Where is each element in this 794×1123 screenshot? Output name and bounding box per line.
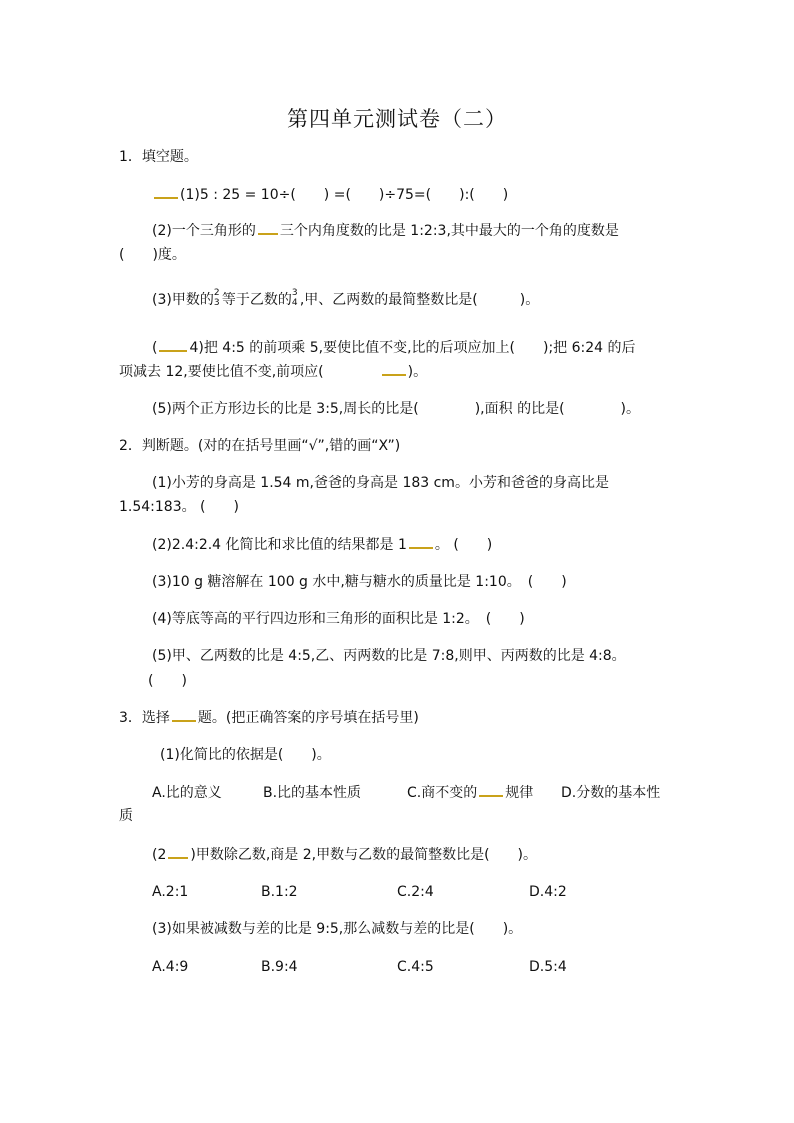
question-1-2-cont: ( )度。 <box>119 247 186 263</box>
answer-blank[interactable] <box>172 709 196 722</box>
fraction-denominator: 4 <box>291 298 298 308</box>
option-3-3-d[interactable]: D.5:4 <box>529 959 567 975</box>
question-2-5: (5)甲、乙两数的比是 4:5,乙、丙两数的比是 7:8,则甲、丙两数的比是 4:8。 <box>152 648 626 664</box>
option-3-3-c[interactable]: C.4:5 <box>397 959 434 975</box>
answer-blank[interactable] <box>159 339 187 352</box>
question-text: )甲数除乙数,商是 2,甲数与乙数的最简整数比是( )。 <box>190 847 538 863</box>
question-text: (2)一个三角形的 <box>152 223 256 239</box>
option-3-3-b[interactable]: B.9:4 <box>261 959 298 975</box>
question-text: (2)2.4:2.4 化简比和求比值的结果都是 1 <box>152 537 407 553</box>
option-3-1-a[interactable]: A.比的意义 <box>152 785 222 801</box>
question-1-2 <box>152 222 619 240</box>
option-3-1-d-cont: 质 <box>119 808 133 824</box>
fraction-numerator: 3 <box>291 288 298 298</box>
option-3-2-c[interactable]: C.2:4 <box>397 884 434 900</box>
question-1-3 <box>152 288 540 309</box>
section-1-heading: 1．填空题。 <box>119 149 198 165</box>
question-text: 等于乙数的 <box>221 292 292 308</box>
answer-blank[interactable] <box>382 363 406 376</box>
question-2-1-cont: 1.54:183。 ( ) <box>119 499 239 515</box>
option-3-1-d[interactable]: D.分数的基本性 <box>561 785 661 801</box>
section-2-heading: 2．判断题。(对的在括号里画“√”,错的画“X”) <box>119 438 401 454</box>
question-text: 项减去 12,要使比值不变,前项应( <box>119 364 380 380</box>
fraction-two-thirds <box>213 288 222 309</box>
question-text: 三个内角度数的比是 1:2:3,其中最大的一个角的度数是 <box>279 223 619 239</box>
option-3-2-b[interactable]: B.1:2 <box>261 884 298 900</box>
question-1-1 <box>152 186 508 204</box>
question-1-4 <box>152 339 636 357</box>
answer-blank[interactable] <box>154 186 178 199</box>
question-2-3: (3)10 g 糖溶解在 100 g 水中,糖与糖水的质量比是 1:10。 ( ) <box>152 574 567 590</box>
question-text: 4)把 4:5 的前项乘 5,要使比值不变,比的后项应加上( );把 6:24 的后 <box>189 340 636 356</box>
question-3-2 <box>152 846 537 864</box>
question-2-4: (4)等底等高的平行四边形和三角形的面积比是 1:2。 ( ) <box>152 611 525 627</box>
option-text: 规律 <box>505 785 534 801</box>
question-text: )。 <box>407 364 428 380</box>
question-text: (2 <box>152 847 167 863</box>
question-text: ( <box>152 340 158 356</box>
question-1-5: (5)两个正方形边长的比是 3:5,周长的比是( ),面积 的比是( )。 <box>152 401 641 417</box>
fraction-denominator: 3 <box>213 298 220 308</box>
question-text: (1)5 : 25 = 10÷( ) =( )÷75=( ):( ) <box>180 187 509 203</box>
page-title: 第四单元测试卷（二） <box>287 107 507 131</box>
heading-text: 3．选择 <box>119 710 170 726</box>
question-text: 。 ( ) <box>434 537 493 553</box>
heading-text: 题。(把正确答案的序号填在括号里) <box>197 710 419 726</box>
option-3-2-d[interactable]: D.4:2 <box>529 884 567 900</box>
option-text: C.商不变的 <box>407 785 478 801</box>
option-3-1-b[interactable]: B.比的基本性质 <box>263 785 362 801</box>
section-3-heading <box>119 709 419 727</box>
answer-blank[interactable] <box>168 846 188 859</box>
answer-blank[interactable] <box>409 536 433 549</box>
question-text: ,甲、乙两数的最简整数比是( )。 <box>299 292 540 308</box>
question-1-4-cont <box>119 363 427 381</box>
question-2-2 <box>152 536 492 554</box>
question-3-3: (3)如果被减数与差的比是 9:5,那么减数与差的比是( )。 <box>152 921 523 937</box>
fraction-numerator: 2 <box>213 288 220 298</box>
fraction-three-quarters <box>291 288 300 309</box>
answer-blank[interactable] <box>258 222 278 235</box>
option-3-2-a[interactable]: A.2:1 <box>152 884 189 900</box>
question-2-1: (1)小芳的身高是 1.54 m,爸爸的身高是 183 cm。小芳和爸爸的身高比是 <box>152 475 609 491</box>
question-3-1: (1)化简比的依据是( )。 <box>160 747 331 763</box>
option-3-3-a[interactable]: A.4:9 <box>152 959 189 975</box>
answer-blank[interactable] <box>479 784 503 797</box>
question-text: (3)甲数的 <box>152 292 214 308</box>
option-3-1-c[interactable] <box>407 784 533 802</box>
question-2-5-cont: ( ) <box>148 673 187 689</box>
